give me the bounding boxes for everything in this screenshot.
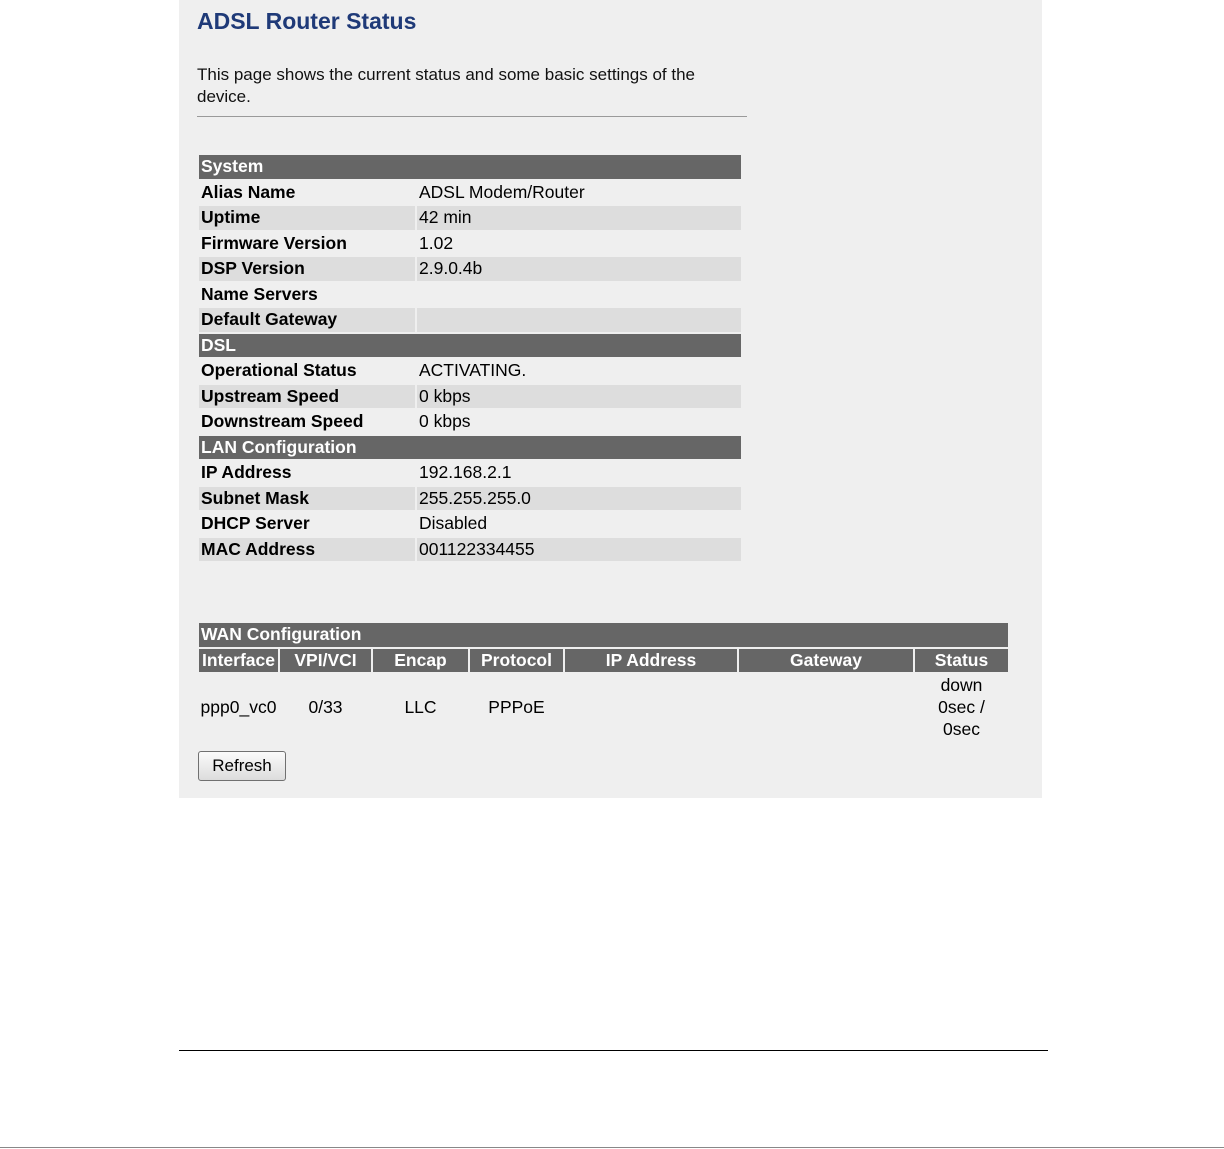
downstream-speed-label: Downstream Speed (201, 411, 364, 432)
col-header-ip-address: IP Address (565, 649, 737, 673)
wan-status-line: down (940, 675, 983, 695)
name-servers-value (417, 283, 741, 307)
row-dhcp-server (199, 512, 741, 536)
alias-name-label: Alias Name (201, 181, 296, 202)
row-downstream-speed (199, 410, 741, 434)
page-bottom-divider (0, 1147, 1224, 1148)
page-title: ADSL Router Status (197, 8, 417, 34)
operational-status-value: ACTIVATING. (419, 360, 527, 381)
dsp-version-value: 2.9.0.4b (417, 257, 741, 281)
status-table (197, 153, 743, 563)
row-upstream-speed (199, 385, 741, 409)
upstream-speed-label: Upstream Speed (199, 385, 415, 409)
wan-ip-address-cell (565, 674, 737, 740)
wan-encap-cell: LLC (404, 697, 437, 717)
row-operational-status (199, 359, 741, 383)
row-alias-name (199, 181, 741, 205)
firmware-version-value: 1.02 (419, 232, 454, 253)
row-name-servers (199, 283, 741, 307)
wan-status-line: 0sec (943, 719, 980, 739)
row-subnet-mask (199, 487, 741, 511)
row-ip-address (199, 461, 741, 485)
name-servers-label: Name Servers (201, 283, 318, 304)
subnet-mask-label: Subnet Mask (199, 487, 415, 511)
default-gateway-label: Default Gateway (199, 308, 415, 332)
section-header-lan (199, 436, 741, 460)
subnet-mask-value: 255.255.255.0 (417, 487, 741, 511)
row-firmware-version (199, 232, 741, 256)
section-title-lan: LAN Configuration (199, 436, 741, 460)
dhcp-server-label: DHCP Server (201, 513, 310, 534)
operational-status-label: Operational Status (201, 360, 357, 381)
table-row (199, 674, 1008, 740)
wan-header-row (199, 649, 1008, 673)
dhcp-server-value: Disabled (419, 513, 488, 534)
downstream-speed-value: 0 kbps (419, 411, 471, 432)
alias-name-value: ADSL Modem/Router (419, 181, 585, 202)
uptime-value: 42 min (417, 206, 741, 230)
firmware-version-label: Firmware Version (201, 232, 347, 253)
uptime-label: Uptime (199, 206, 415, 230)
upstream-speed-value: 0 kbps (417, 385, 741, 409)
footer-divider (179, 1050, 1048, 1051)
row-uptime (199, 206, 741, 230)
ip-address-value: 192.168.2.1 (419, 462, 512, 483)
refresh-button[interactable]: Refresh (198, 751, 286, 781)
row-dsp-version (199, 257, 741, 281)
section-title-system: System (199, 155, 741, 179)
col-header-gateway: Gateway (739, 649, 913, 673)
wan-table (197, 621, 1010, 742)
col-header-status: Status (915, 649, 1008, 673)
wan-vpi-vci-cell: 0/33 (308, 697, 343, 717)
section-header-dsl (199, 334, 741, 358)
col-header-protocol: Protocol (470, 649, 563, 673)
ip-address-label: IP Address (201, 462, 292, 483)
section-title-dsl: DSL (199, 334, 741, 358)
wan-interface-cell: ppp0_vc0 (200, 697, 277, 717)
wan-status-line: 0sec / (938, 697, 985, 717)
dsp-version-label: DSP Version (199, 257, 415, 281)
section-title-wan: WAN Configuration (199, 623, 1008, 647)
wan-gateway-cell (739, 674, 913, 740)
row-mac-address (199, 538, 741, 562)
section-header-wan (199, 623, 1008, 647)
mac-address-label: MAC Address (199, 538, 415, 562)
mac-address-value: 001122334455 (417, 538, 741, 562)
wan-status-cell (915, 674, 1008, 740)
page-description: This page shows the current status and some basic settings of the device. (197, 65, 695, 106)
col-header-interface: Interface (199, 649, 278, 673)
divider (197, 116, 747, 117)
row-default-gateway (199, 308, 741, 332)
section-header-system (199, 155, 741, 179)
default-gateway-value (417, 308, 741, 332)
col-header-encap: Encap (373, 649, 468, 673)
col-header-vpi-vci: VPI/VCI (280, 649, 371, 673)
wan-protocol-cell: PPPoE (488, 697, 545, 717)
